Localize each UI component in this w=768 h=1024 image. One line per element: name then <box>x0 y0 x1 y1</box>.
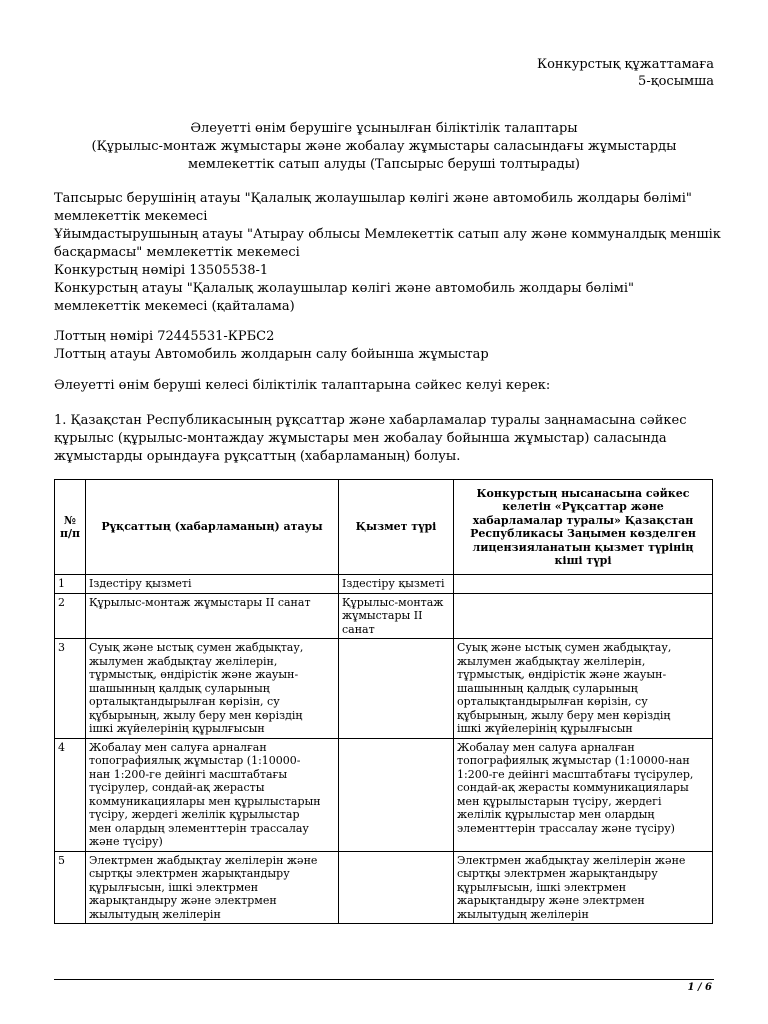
row-sub-line: сыртқы электрмен жарықтандыру <box>457 867 658 880</box>
row-service-line: Іздестіру қызметі <box>342 577 445 590</box>
table-row <box>55 851 713 924</box>
header-number-line-2: п/п <box>59 527 81 540</box>
row-name-line: құбырының, жылу беру мен көріздің <box>89 708 303 722</box>
row-sub-line: сондай-ақ жерасты коммуникациялары <box>457 781 689 794</box>
title-line-2: (Құрылыс-монтаж жұмыстары және жобалау жұмыстары саласындағы жұмыстарды <box>91 139 677 154</box>
requirement-line-2: құрылыс (құрылыс-монтаждау жұмыстары мен жобалау бойынша жұмыстар) саласында <box>54 431 667 446</box>
header-number <box>55 480 86 575</box>
row-service-cell <box>339 738 454 851</box>
row-sub-cell <box>454 575 713 594</box>
row-service-cell <box>339 593 454 639</box>
contest-name-line-1: Конкурстың атауы "Қалалық жолаушылар көлігі және автомобиль жолдары бөлімі" <box>54 281 635 296</box>
requirement-line-3: жұмыстарды орындауға рұқсаттың (хабарламаның) болуы. <box>54 449 461 464</box>
table-row <box>55 639 713 739</box>
row-number-cell: 5 <box>55 851 86 924</box>
row-name-line: жылумен жабдықтау желілерін, <box>89 654 278 668</box>
row-number-cell: 3 <box>55 639 86 739</box>
row-sub-cell <box>454 851 713 924</box>
organizer-name-line-1: Ұйымдастырушының атауы "Атырау облысы Мемлекеттік сатып алу және коммуналдық меншік <box>54 227 721 242</box>
row-name-line: шашынның қалдық суларының <box>89 681 270 695</box>
row-sub-line: құбырының, жылу беру мен көріздің <box>457 708 671 722</box>
row-name-line: орталықтандырылған көрізін, су <box>89 695 280 708</box>
document-title <box>54 120 714 174</box>
row-sub-line: ішкі жүйелерінің құрылғысын <box>457 722 633 735</box>
table-row <box>55 593 713 639</box>
row-sub-line: Суық және ыстық сумен жабдықтау, <box>457 641 672 654</box>
row-service-line: Құрылыс-монтаж <box>342 595 444 609</box>
row-sub-line: жылытудың желілерін <box>457 907 589 921</box>
header-subtype-line-4: Республикасы Заңымен көзделген <box>470 527 696 540</box>
annex-reference <box>537 56 714 90</box>
row-sub-line: Электрмен жабдықтау желілерін және <box>457 853 686 867</box>
row-name-line: Құрылыс-монтаж жұмыстары ІІ санат <box>89 595 311 609</box>
customer-name-line-1: Тапсырыс берушінің атауы "Қалалық жолаушылар көлігі және автомобиль жолдары бөлімі" <box>54 191 692 206</box>
row-name-line: және түсіру) <box>89 835 163 848</box>
row-number-cell: 4 <box>55 738 86 851</box>
annex-line-2: 5-қосымша <box>638 74 714 89</box>
row-sub-line: жылумен жабдықтау желілерін, <box>457 654 646 668</box>
row-name-line: түсірулер, сондай-ақ жерасты <box>89 781 265 794</box>
row-name-line: Суық және ыстық сумен жабдықтау, <box>89 641 304 654</box>
row-name-cell <box>86 593 339 639</box>
contest-name-line-2: мемлекеттік мекемесі (қайталама) <box>54 299 295 314</box>
header-permit-name: Рұқсаттың (хабарламаның) атауы <box>86 480 339 575</box>
contest-number: Конкурстың нөмірі 13505538-1 <box>54 263 269 278</box>
requirement-line-1: 1. Қазақстан Республикасының рұқсаттар және хабарламалар туралы заңнамасына сәйкес <box>54 413 687 428</box>
row-sub-line: орталықтандырылған көрізін, су <box>457 695 648 708</box>
row-name-cell <box>86 851 339 924</box>
row-sub-cell <box>454 639 713 739</box>
row-name-line: нан 1:200-ге дейінгі масштабтағы <box>89 767 288 781</box>
annex-line-1: Конкурстық құжаттамаға <box>537 57 714 72</box>
title-line-3: мемлекеттік сатып алуды (Тапсырыс беруші толтырады) <box>187 157 581 172</box>
row-sub-line: Жобалау мен салуға арналған <box>457 740 635 754</box>
row-sub-line: 1:200-ге дейінгі масштабтағы түсірулер, <box>457 767 694 781</box>
header-number-line-1: № <box>64 513 76 527</box>
header-subtype <box>454 480 713 575</box>
row-sub-line: мен құрылыстарын түсіру, жердегі <box>457 794 662 808</box>
row-sub-line: шашынның қалдық суларының <box>457 681 638 695</box>
row-number-cell: 2 <box>55 593 86 639</box>
row-service-cell <box>339 639 454 739</box>
requirement-1 <box>54 412 687 466</box>
row-name-cell <box>86 738 339 851</box>
lot-name: Лоттың атауы Автомобиль жолдарын салу бойынша жұмыстар <box>54 347 489 362</box>
row-name-line: сыртқы электрмен жарықтандыру <box>89 867 290 880</box>
row-sub-cell <box>454 738 713 851</box>
row-name-line: мен олардың элементтерін трассалау <box>89 821 309 835</box>
table-row <box>55 575 713 594</box>
row-name-line: коммуникациялары мен құрылыстарын <box>89 794 321 808</box>
row-sub-line: топографиялық жұмыстар (1:10000-нан <box>457 754 690 767</box>
row-name-line: тұрмыстық, өндірістік және жауын- <box>89 668 299 681</box>
header-subtype-line-5: лицензияланатын қызмет түрінің <box>472 540 694 554</box>
row-name-line: құрылғысын, ішкі электрмен <box>89 880 259 894</box>
row-name-line: Электрмен жабдықтау желілерін және <box>89 853 318 867</box>
lot-number: Лоттың нөмірі 72445531-КРБС2 <box>54 329 275 344</box>
header-subtype-line-2: келетін «Рұқсаттар және <box>502 500 664 513</box>
row-sub-line: жарықтандыру және электрмен <box>457 894 645 907</box>
row-name-cell <box>86 575 339 594</box>
header-service-type: Қызмет түрі <box>339 480 454 575</box>
row-name-line: топографиялық жұмыстар (1:10000- <box>89 754 301 767</box>
lot-info <box>54 328 489 364</box>
header-subtype-line-1: Конкурстың нысанасына сәйкес <box>476 486 690 500</box>
row-sub-line: құрылғысын, ішкі электрмен <box>457 880 627 894</box>
header-subtype-line-3: хабарламалар туралы» Қазақстан <box>472 513 694 527</box>
customer-name-line-2: мемлекеттік мекемесі <box>54 209 208 224</box>
row-sub-line: элементтерін трассалау және түсіру) <box>457 821 675 835</box>
license-table <box>54 479 713 924</box>
row-service-line: жұмыстары ІІ <box>342 609 423 622</box>
table-body <box>55 575 713 924</box>
row-name-line: жарықтандыру және электрмен <box>89 894 277 907</box>
row-number-cell: 1 <box>55 575 86 594</box>
row-service-cell <box>339 851 454 924</box>
row-sub-line: тұрмыстық, өндірістік және жауын- <box>457 668 667 681</box>
row-name-line: жылытудың желілерін <box>89 907 221 921</box>
table-row <box>55 738 713 851</box>
row-name-line: Жобалау мен салуға арналған <box>89 740 267 754</box>
requirements-intro: Әлеуетті өнім беруші келесі біліктілік талаптарына сәйкес келуі керек: <box>54 378 551 393</box>
row-sub-line: желілік құрылыстар мен олардың <box>457 808 655 821</box>
procurement-info <box>54 190 734 316</box>
row-name-cell <box>86 639 339 739</box>
page-number: 1 / 6 <box>687 982 712 993</box>
row-sub-cell <box>454 593 713 639</box>
footer-divider <box>54 979 714 980</box>
table-header-row <box>55 480 713 575</box>
header-subtype-line-6: кіші түрі <box>554 554 612 567</box>
row-name-line: түсіру, жердегі желілік құрылыстар <box>89 808 300 821</box>
organizer-name-line-2: басқармасы" мемлекеттік мекемесі <box>54 245 300 260</box>
row-service-line: санат <box>342 622 375 636</box>
row-name-line: Іздестіру қызметі <box>89 577 192 590</box>
row-name-line: ішкі жүйелерінің құрылғысын <box>89 722 265 735</box>
row-service-cell <box>339 575 454 594</box>
title-line-1: Әлеуетті өнім берушіге ұсынылған біліктілік талаптары <box>190 121 578 136</box>
